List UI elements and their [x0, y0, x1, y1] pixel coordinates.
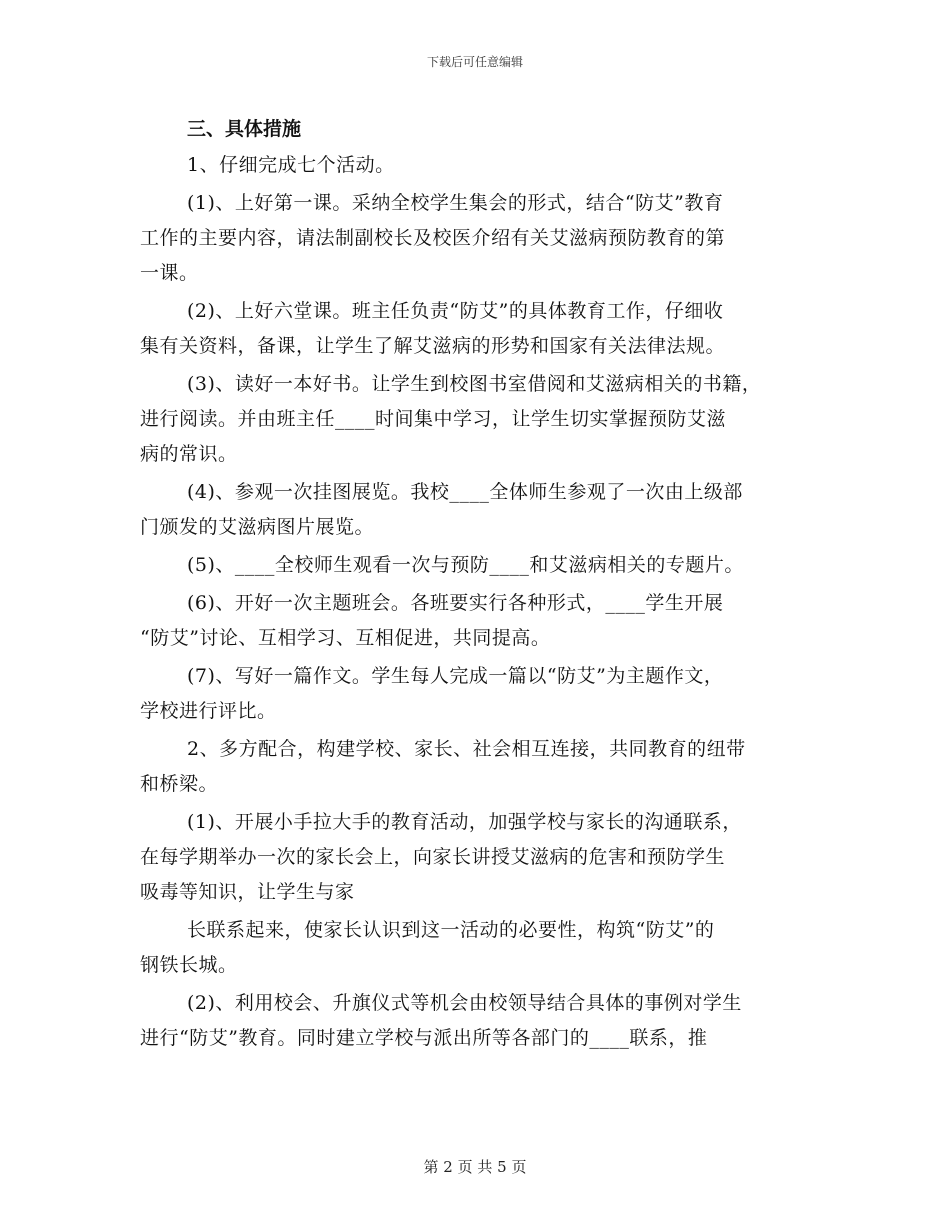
- paragraph: [140, 659, 820, 729]
- paragraph-line: 进行“防艾”教育。同时建立学校与派出所等各部门的____联系，推: [140, 1027, 708, 1049]
- section-heading: 三、具体措施: [187, 118, 302, 140]
- paragraph: [140, 913, 820, 983]
- paragraph-list: [140, 148, 820, 1056]
- paragraph-line: (4)、参观一次挂图展览。我校____全体师生参观了一次由上级部: [187, 481, 743, 503]
- paragraph-line: (5)、____全校师生观看一次与预防____和艾滋病相关的专题片。: [187, 554, 744, 576]
- paragraph-line: 一课。: [140, 262, 199, 284]
- paragraph-line: (7)、写好一篇作文。学生每人完成一篇以“防艾”为主题作文，: [187, 665, 724, 687]
- paragraph-line: 集有关资料，备课，让学生了解艾滋病的形势和国家有关法律法规。: [140, 335, 726, 357]
- paragraph: [140, 367, 820, 472]
- paragraph: [140, 294, 820, 364]
- paragraph-line: 长联系起来，使家长认识到这一活动的必要性，构筑“防艾”的: [187, 919, 715, 941]
- paragraph-line: (1)、开展小手拉大手的教育活动，加强学校与家长的沟通联系，: [187, 811, 742, 833]
- paragraph-line: 钢铁长城。: [140, 954, 238, 976]
- paragraph-line: 病的常识。: [140, 443, 238, 465]
- paragraph: [140, 148, 820, 183]
- paragraph-line: (2)、利用校会、升旗仪式等机会由校领导结合具体的事例对学生: [187, 992, 742, 1014]
- paragraph-line: 和桥梁。: [140, 773, 219, 795]
- paragraph-line: 2、多方配合，构建学校、家长、社会相互连接，共同教育的纽带: [187, 738, 746, 760]
- paragraph-line: (2)、上好六堂课。班主任负责“防艾”的具体教育工作，仔细收: [187, 300, 724, 322]
- paragraph: [140, 586, 820, 656]
- paragraph-line: 进行阅读。并由班主任____时间集中学习，让学生切实掌握预防艾滋: [140, 408, 727, 430]
- paragraph-line: 学校进行评比。: [140, 700, 277, 722]
- paragraph: [140, 805, 820, 910]
- page-footer: 第 2 页 共 5 页: [423, 1158, 527, 1176]
- paragraph-line: 门颁发的艾滋病图片展览。: [140, 516, 375, 538]
- paragraph-line: 吸毒等知识，让学生与家: [140, 881, 355, 903]
- paragraph: [140, 986, 820, 1056]
- paragraph: [140, 548, 820, 583]
- paragraph: [140, 186, 820, 291]
- paragraph-line: “防艾”讨论、互相学习、互相促进，共同提高。: [140, 627, 551, 649]
- paragraph-line: (6)、开好一次主题班会。各班要实行各种形式，____学生开展: [187, 592, 724, 614]
- paragraph: [140, 732, 820, 802]
- paragraph-line: (1)、上好第一课。采纳全校学生集会的形式，结合“防艾”教育: [187, 192, 724, 214]
- paragraph-line: 工作的主要内容，请法制副校长及校医介绍有关艾滋病预防教育的第: [140, 227, 726, 249]
- paragraph: [140, 475, 820, 545]
- document-body: [140, 111, 820, 1059]
- paragraph-line: (3)、读好一本好书。让学生到校图书室借阅和艾滋病相关的书籍，: [187, 373, 762, 395]
- paragraph-line: 1、仔细完成七个活动。: [187, 154, 395, 176]
- page-header: 下载后可任意编辑: [426, 55, 523, 69]
- paragraph-line: 在每学期举办一次的家长会上，向家长讲授艾滋病的危害和预防学生: [140, 846, 726, 868]
